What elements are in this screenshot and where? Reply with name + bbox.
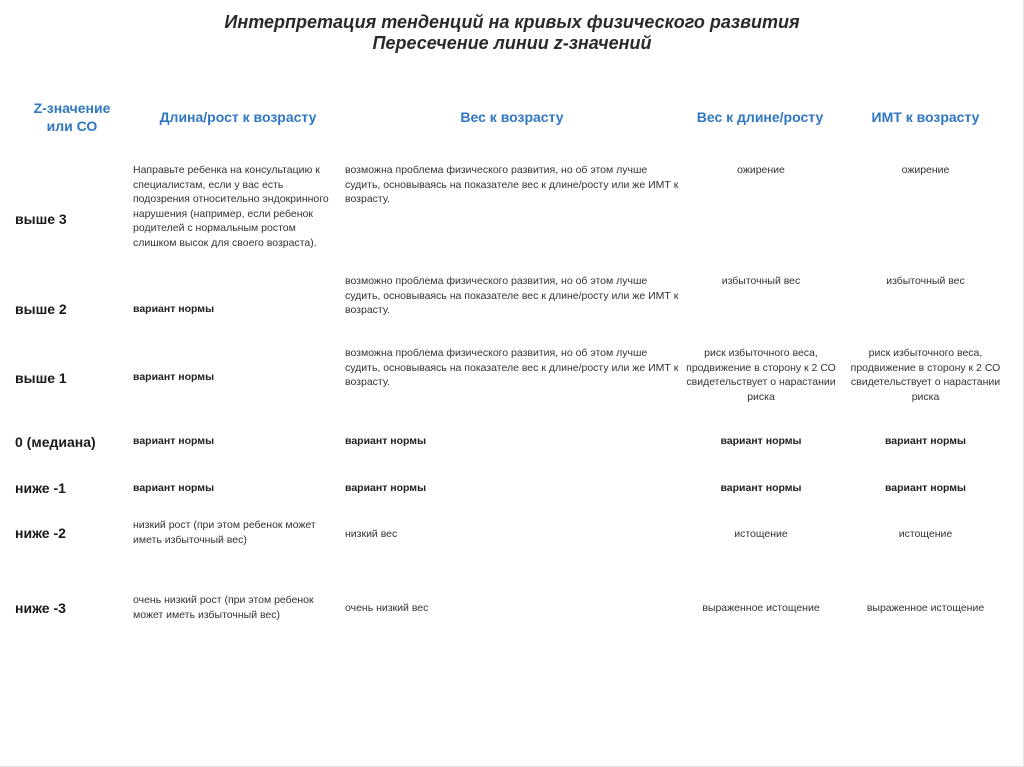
cell-bmi: риск избыточного веса, продвижение в сторону к 2 СО свидетельствует о нарастании риска [850,347,1001,403]
row-label: ниже -1 [15,480,66,496]
header-weight: Вес к возрасту [460,109,564,125]
row-label: ниже -3 [15,600,66,616]
header-weight-for-length: Вес к длине/росту [696,109,824,125]
cell-bmi: вариант нормы [884,435,967,447]
row-label: выше 3 [15,211,67,227]
cell-length: низкий рост (при этом ребенок может иметь избыточный вес) [133,519,316,546]
cell-weight-for-length: вариант нормы [720,482,802,494]
cell-weight: возможно проблема физического развития, но об этом лучше судить, основываясь на показателе вес к длине/росту или же ИМТ к возрасту. [345,275,679,316]
cell-weight: низкий вес [345,528,398,540]
cell-weight: возможна проблема физического развития, но об этом лучше судить, основываясь на показателе вес к длине/росту или же ИМТ к возрасту. [345,347,679,388]
header-length: Длина/рост к возрасту [159,109,317,125]
row-label: выше 2 [15,301,67,317]
cell-weight: очень низкий вес [345,602,429,614]
cell-weight-for-length: выраженное истощение [702,602,820,614]
page-title [0,12,1024,54]
cell-bmi: вариант нормы [884,482,967,494]
header-z: Z-значение или СО [33,100,111,134]
cell-bmi: избыточный вес [886,275,965,287]
row-label: ниже -2 [15,525,66,541]
cell-bmi: истощение [898,528,953,540]
cell-length: вариант нормы [133,303,215,315]
cell-weight: вариант нормы [345,482,427,494]
row-label: выше 1 [15,370,67,386]
row-label: 0 (медиана) [15,434,96,450]
title-line-2: Пересечение линии z-значений [372,33,652,53]
cell-weight-for-length: вариант нормы [720,435,802,447]
title-line-1: Интерпретация тенденций на кривых физического развития [224,12,800,32]
cell-weight-for-length: истощение [734,528,788,540]
cell-length: вариант нормы [133,435,215,447]
cell-length: Направьте ребенка на консультацию к специалистам, если у вас есть подозрения относительно эндокринного нарушения (например, если ребенок родителей с нормальным ростом слишком высок для своего возраста). [133,164,329,249]
cell-weight: возможна проблема физического развития, но об этом лучше судить, основываясь на показателе вес к длине/росту или же ИМТ к возрасту. [345,164,679,205]
cell-weight: вариант нормы [345,435,427,447]
header-bmi: ИМТ к возрасту [871,109,980,125]
cell-bmi: выраженное истощение [866,602,985,614]
cell-length: очень низкий рост (при этом ребенок может иметь избыточный вес) [133,594,314,621]
cell-bmi: ожирение [901,164,950,176]
cell-length: вариант нормы [133,371,215,383]
cell-weight-for-length: ожирение [737,164,785,176]
cell-weight-for-length: риск избыточного веса, продвижение в сторону к 2 СО свидетельствует о нарастании риска [686,347,836,403]
cell-weight-for-length: избыточный вес [721,275,801,287]
cell-length: вариант нормы [133,482,215,494]
